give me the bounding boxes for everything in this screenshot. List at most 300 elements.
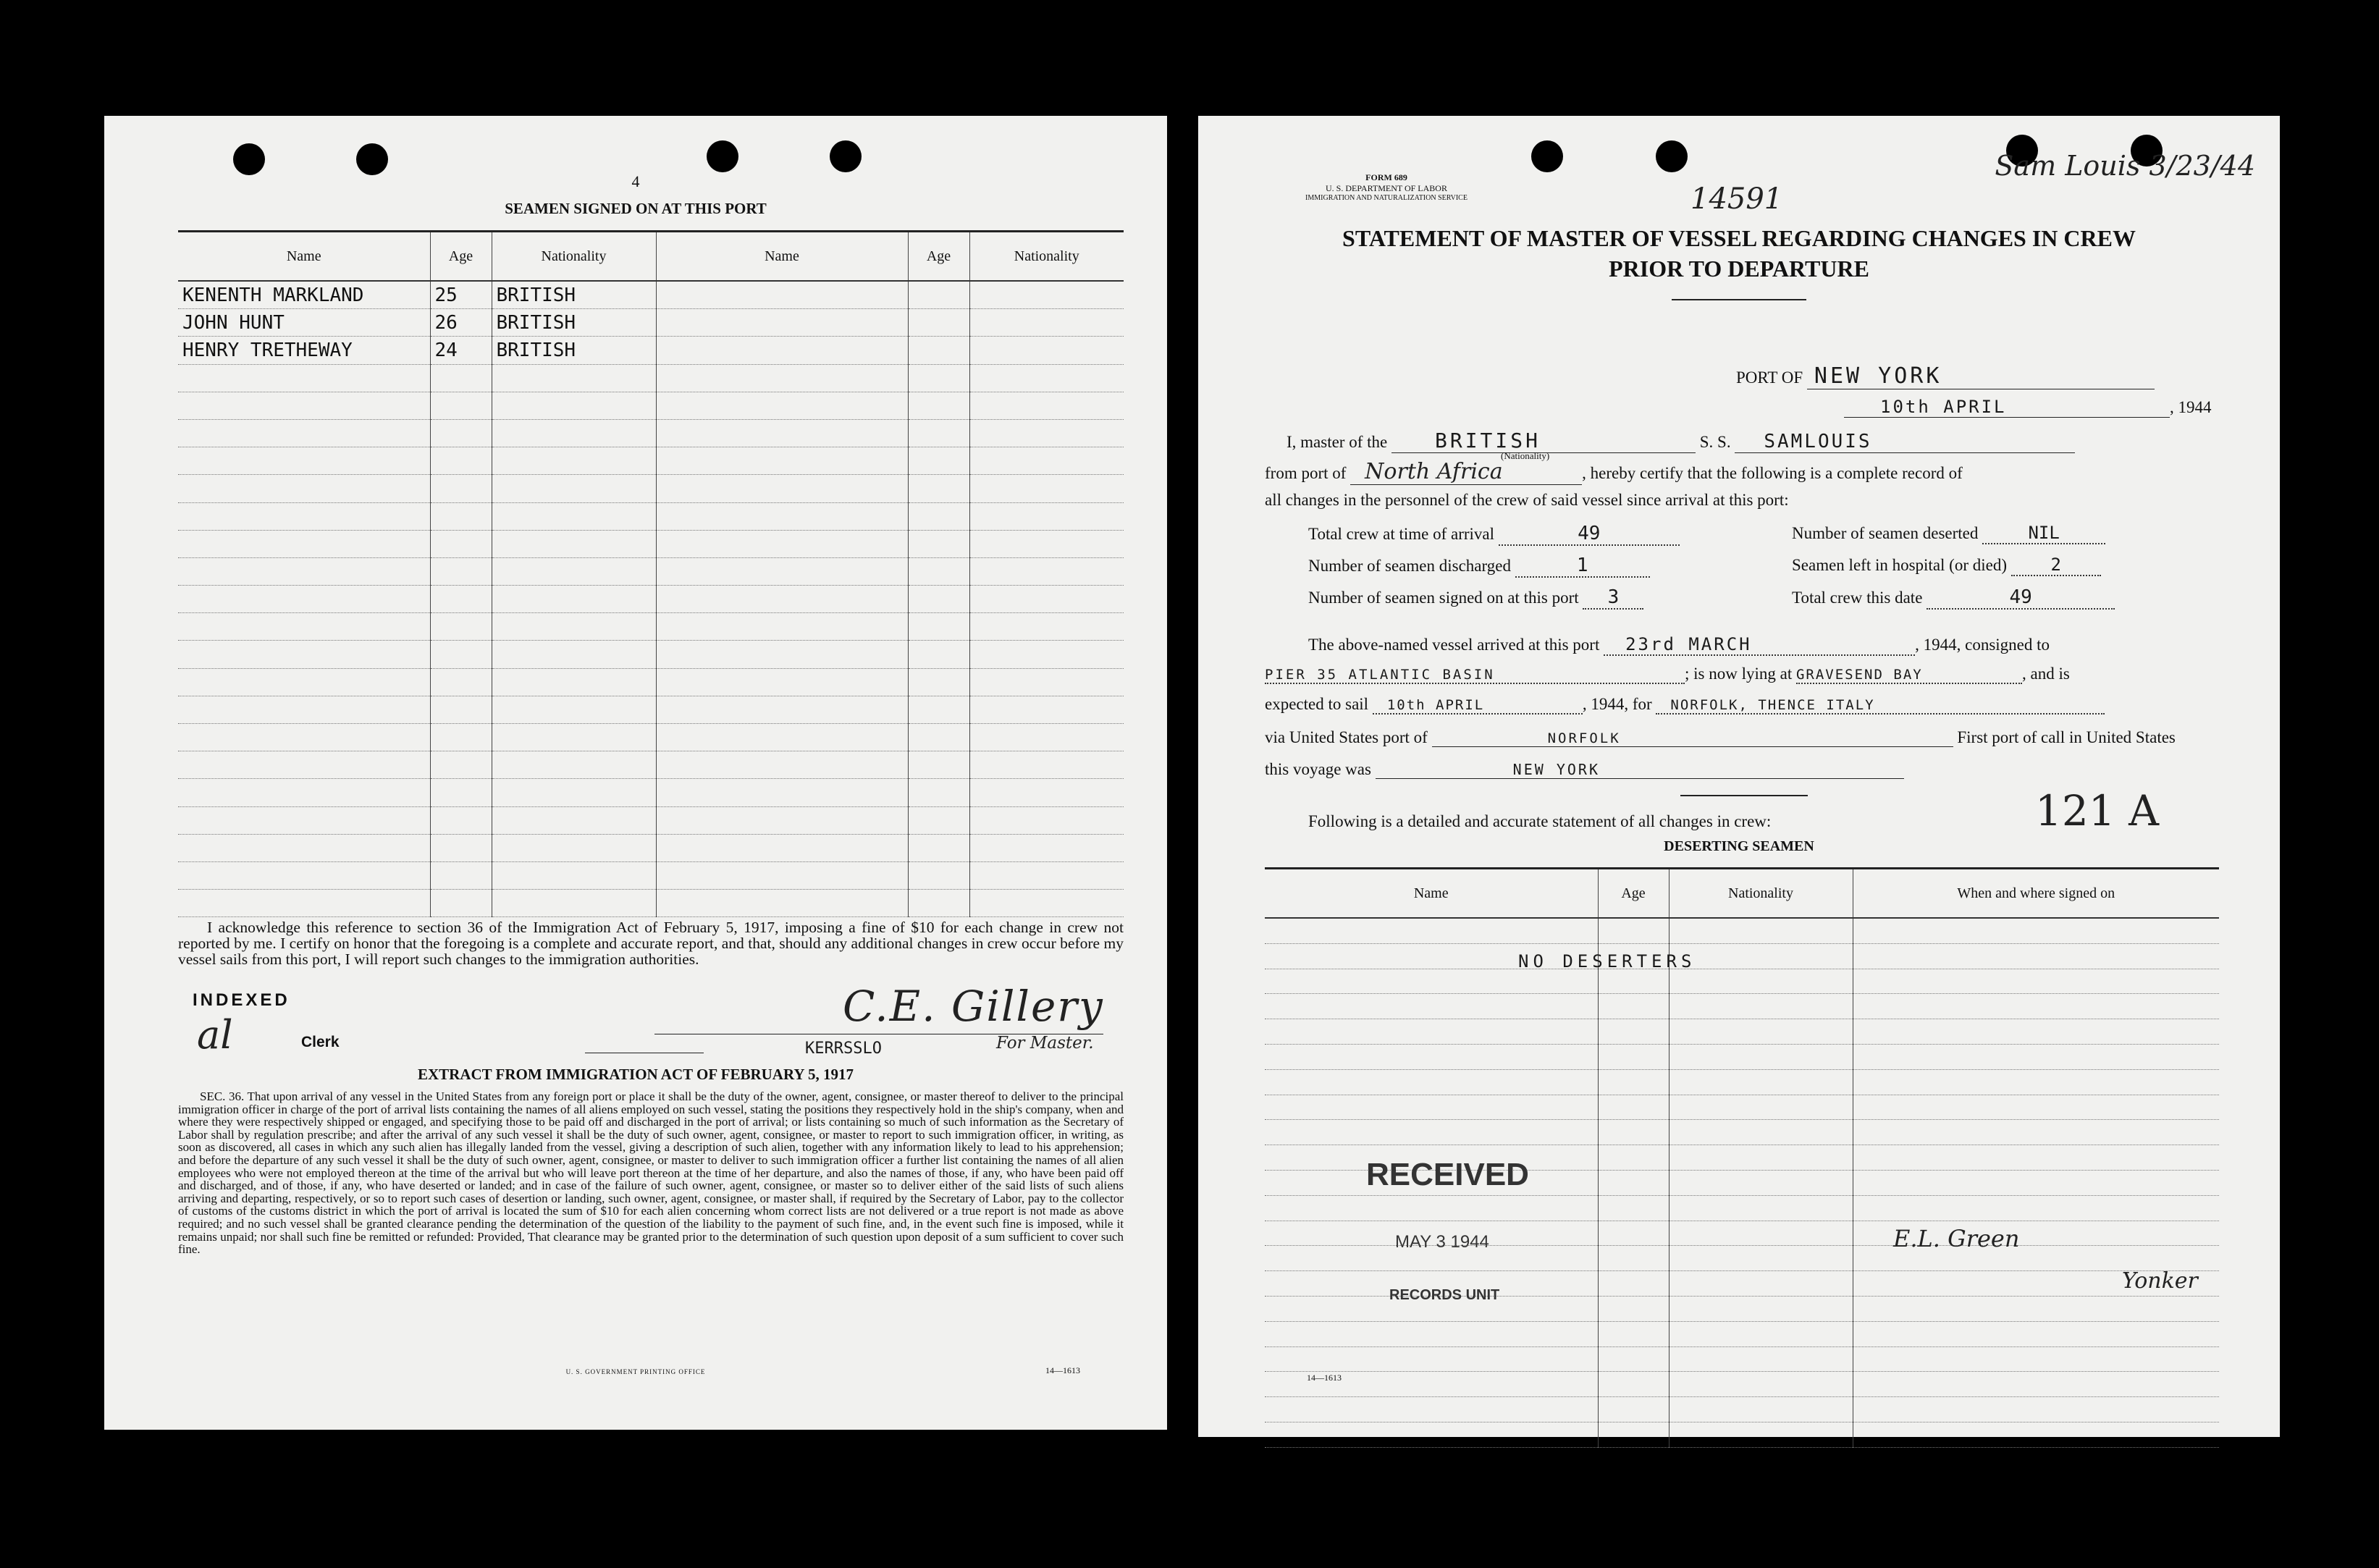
cell-name [178, 530, 430, 557]
cell-empty [656, 751, 908, 779]
table-header-row [1265, 869, 2219, 919]
cell-age [430, 806, 492, 834]
deserted-label: Number of seamen deserted [1792, 524, 1979, 542]
cell-age [430, 419, 492, 447]
cell-empty [908, 586, 969, 613]
expected-row [1265, 695, 2105, 715]
cell-empty [1669, 1246, 1853, 1271]
cell-age: 25 [430, 281, 492, 309]
cell-empty [1669, 1422, 1853, 1447]
table-row [178, 806, 1124, 834]
cell-empty [656, 613, 908, 641]
cell-empty [969, 696, 1124, 723]
left-page [104, 116, 1167, 1430]
handwritten-ref: 121 A [2035, 786, 2160, 835]
cell-empty [1265, 1422, 1598, 1447]
cell-empty [656, 668, 908, 696]
cell-nationality [492, 613, 656, 641]
cell-empty [656, 475, 908, 502]
hospital-label: Seamen left in hospital (or died) [1792, 556, 2008, 574]
initials-2: Yonker [2122, 1268, 2198, 1294]
signed-on-label: Number of seamen signed on at this port [1308, 589, 1579, 607]
cell-empty [1853, 918, 2219, 943]
indexed-stamp: INDEXED [193, 990, 290, 1010]
cell-name [178, 890, 430, 917]
cell-empty [1669, 1321, 1853, 1346]
form-code: 14—1613 [1307, 1373, 1342, 1383]
consignee-value: PIER 35 ATLANTIC BASIN [1265, 667, 1685, 684]
cell-name [178, 475, 430, 502]
signed-on-table [178, 230, 1124, 917]
cell-nationality [492, 834, 656, 861]
cell-empty [656, 364, 908, 392]
cell-empty [1669, 994, 1853, 1019]
cell-empty [969, 641, 1124, 668]
cell-nationality [492, 668, 656, 696]
table-row [178, 890, 1124, 917]
cell-empty [908, 337, 969, 364]
voyage-label: this voyage was [1265, 760, 1371, 778]
cell-name [178, 613, 430, 641]
table-row [178, 586, 1124, 613]
table-row [178, 724, 1124, 751]
master-label: I, master of the [1287, 433, 1388, 451]
cell-empty [1598, 918, 1669, 943]
port-row [1736, 363, 2155, 389]
cell-empty [969, 475, 1124, 502]
cell-empty [969, 751, 1124, 779]
cell-empty [969, 281, 1124, 309]
cell-empty [969, 530, 1124, 557]
cell-nationality [492, 696, 656, 723]
cell-empty [1669, 1170, 1853, 1195]
table-row [178, 309, 1124, 337]
cell-name [178, 502, 430, 530]
signature-sub: KERRSSLO [805, 1040, 882, 1058]
page-number: 4 [631, 172, 640, 190]
from-port-row [1265, 459, 1963, 485]
table-row [1265, 969, 2219, 994]
cell-empty [969, 861, 1124, 889]
section-rule [1680, 795, 1808, 796]
cell-empty [1598, 1271, 1669, 1297]
cell-nationality [492, 530, 656, 557]
cell-empty [1669, 1372, 1853, 1397]
port-label: PORT OF [1736, 368, 1803, 387]
extract-text: SEC. 36. That upon arrival of any vessel in the United States from any foreign port or place it shall be the duty of the owner, agent, consignee, or master thereof to deliver to the principal immigration officer in charge of the port of arrival lists containing the names of all aliens employed on such vessel, stating the positions they respectively hold in the ship's company, when and where they were respectively shipped or engaged, and specifying those to be paid off and discharged in the port of arrival; or lists containing so much of such information as the Secretary of Labor shall by regulation prescribe; and after the arrival of any such vessel it shall be the duty of such owner, agent, consignee, or master to report to such immigration officer, in writing, as soon as discovered, all cases in which any such alien has illegally landed from the vessel, giving a description of such alien, together with any information likely to lead to his apprehension; and before the departure of any such vessel it shall be the duty of such owner, agent, consignee, or master to deliver to such immigration officer a further list containing the names of all alien employees who were not employed thereon at the time of the arrival but who will leave port thereon at the time of her departure, and also the names of those, if any, who have been paid off and discharged, and of those, if any, who have deserted or landed; and in case of the failure of such owner, agent, consignee, or master so to deliver either of the said lists of such aliens arriving and departing, respectively, or so to report such cases of desertion or landing, such owner, agent, consignee, or master shall, if required by the Secretary of Labor, pay to the collector of customs of the customs district in which the port of arrival is located the sum of $10 for each alien concerning whom correct lists are not delivered or a true report is not made as above required; and no such vessel shall be granted clearance pending the determination of the question of the liability to the payment of such fine, and, in the event such fine is imposed, while it remains unpaid; nor shall such fine be remitted or refunded: Provided, That clearance may be granted prior to the determination of such question upon deposit of a sum sufficient to cover such fine. [178, 1089, 1124, 1257]
ship-name: SAMLOUIS [1735, 431, 2075, 453]
cell-empty [908, 641, 969, 668]
cell-empty [1598, 1296, 1669, 1321]
cell-age [430, 392, 492, 419]
cell-empty [1265, 1397, 1598, 1422]
cell-empty [656, 502, 908, 530]
cell-empty [1265, 918, 1598, 943]
count-row-3 [1308, 586, 1643, 610]
punch-hole [830, 140, 862, 172]
cell-empty [908, 364, 969, 392]
cell-empty [969, 309, 1124, 337]
cell-empty [656, 530, 908, 557]
nationality-value: BRITISH [1391, 429, 1696, 453]
cell-empty [969, 890, 1124, 917]
records-unit: RECORDS UNIT [1389, 1287, 1500, 1303]
table-row [1265, 1120, 2219, 1145]
cell-age: 26 [430, 309, 492, 337]
cell-nationality [492, 502, 656, 530]
table-row [1265, 943, 2219, 969]
cell-age [430, 447, 492, 475]
cell-empty [1265, 1321, 1598, 1346]
cell-empty [1598, 1069, 1669, 1095]
cell-empty [1598, 1321, 1669, 1346]
table-row [1265, 1044, 2219, 1069]
table-row [178, 337, 1124, 364]
cell-empty [1669, 918, 1853, 943]
cell-age [430, 586, 492, 613]
cell-empty [1265, 1346, 1598, 1372]
cell-name [178, 447, 430, 475]
cell-empty [1598, 1170, 1669, 1195]
cell-empty [969, 502, 1124, 530]
deserted-value: NIL [1982, 523, 2105, 544]
punch-hole [707, 140, 738, 172]
table-row [1265, 1195, 2219, 1221]
cell-empty [969, 447, 1124, 475]
cell-empty [1598, 1346, 1669, 1372]
consignee-row [1265, 665, 2070, 684]
table-row [1265, 918, 2219, 943]
cell-empty [1598, 1221, 1669, 1246]
col-age: Age [430, 232, 492, 282]
cell-name [178, 392, 430, 419]
cell-empty [1853, 1372, 2219, 1397]
received-stamp: RECEIVED [1366, 1157, 1529, 1192]
cell-nationality [492, 751, 656, 779]
cell-age [430, 502, 492, 530]
cell-empty [1265, 1095, 1598, 1120]
cell-empty [1853, 1120, 2219, 1145]
from-port-label: from port of [1265, 464, 1347, 482]
cell-empty [1853, 1044, 2219, 1069]
cell-empty [969, 419, 1124, 447]
and-is: , and is [2021, 665, 2070, 683]
cell-empty [1669, 1069, 1853, 1095]
cell-nationality [492, 586, 656, 613]
corner-note: Sam Louis 3/23/44 [1995, 150, 2255, 182]
table-row [1265, 1095, 2219, 1120]
changes-text: all changes in the personnel of the crew of said vessel since arrival at this port: [1265, 491, 1789, 509]
table-row [1265, 1019, 2219, 1045]
cell-empty [656, 557, 908, 585]
hospital-value: 2 [2011, 555, 2101, 576]
table-row [178, 281, 1124, 309]
cell-age [430, 751, 492, 779]
cell-empty [908, 890, 969, 917]
cell-name [178, 834, 430, 861]
cell-name [178, 668, 430, 696]
cell-name [178, 364, 430, 392]
cell-empty [1853, 1346, 2219, 1372]
cell-empty [908, 613, 969, 641]
cell-empty [1598, 1422, 1669, 1447]
lying-value: GRAVESEND BAY [1796, 667, 2022, 684]
certify-text: , hereby certify that the following is a complete record of [1582, 464, 1963, 482]
cell-empty [908, 392, 969, 419]
table-row [178, 641, 1124, 668]
cell-age: 24 [430, 337, 492, 364]
cell-age [430, 364, 492, 392]
cell-empty [908, 724, 969, 751]
cell-empty [1669, 1044, 1853, 1069]
received-date: MAY 3 1944 [1395, 1232, 1489, 1252]
cell-empty [969, 668, 1124, 696]
cell-nationality [492, 779, 656, 806]
cell-empty [969, 364, 1124, 392]
date-year: , 1944 [2170, 398, 2212, 416]
for-master-label: For Master. [996, 1034, 1094, 1053]
cell-empty [1598, 1019, 1669, 1045]
cell-empty [908, 475, 969, 502]
signed-on-value: 3 [1583, 586, 1643, 610]
cell-age [430, 668, 492, 696]
cell-empty [656, 641, 908, 668]
cell-empty [656, 447, 908, 475]
via-row [1265, 728, 2176, 747]
cell-empty [1669, 1346, 1853, 1372]
punch-hole [233, 143, 265, 175]
cell-empty [908, 668, 969, 696]
cell-nationality [492, 392, 656, 419]
cell-empty [1853, 1145, 2219, 1171]
cell-nationality [492, 447, 656, 475]
cell-name: JOHN HUNT [178, 309, 430, 337]
cell-nationality [492, 806, 656, 834]
cell-empty [1598, 1372, 1669, 1397]
cell-empty [1598, 1397, 1669, 1422]
cell-empty [656, 724, 908, 751]
cell-nationality [492, 641, 656, 668]
cell-nationality: BRITISH [492, 281, 656, 309]
arrived-year: , 1944, consigned to [1915, 636, 2050, 654]
cell-name [178, 861, 430, 889]
cell-name: KENENTH MARKLAND [178, 281, 430, 309]
table-row [1265, 1346, 2219, 1372]
service: IMMIGRATION AND NATURALIZATION SERVICE [1305, 194, 1468, 202]
count-row-1b [1792, 523, 2105, 544]
first-port-label: First port of call in United States [1957, 728, 2176, 746]
table-row [1265, 1069, 2219, 1095]
cell-empty [908, 779, 969, 806]
cell-empty [969, 586, 1124, 613]
form-code: 14—1613 [1045, 1365, 1080, 1375]
cell-empty [1265, 1044, 1598, 1069]
cell-empty [908, 281, 969, 309]
cell-nationality [492, 557, 656, 585]
cell-empty [656, 392, 908, 419]
cell-empty [1853, 1321, 2219, 1346]
nationality-caption: (Nationality) [1501, 450, 1550, 461]
table-row [178, 751, 1124, 779]
cell-age [430, 696, 492, 723]
acknowledgment-text: I acknowledge this reference to section 36 of the Immigration Act of February 5, 1917, imposing a fine of $10 for each change in crew not reported by me. I certify on honor that the foregoing is a complete and accurate report, and that, should any additional changes in crew occur before my vessel sails from this port, I will report such changes to the immigration authorities. [178, 919, 1124, 968]
cell-empty [908, 696, 969, 723]
table-row [1265, 1372, 2219, 1397]
punch-hole [356, 143, 388, 175]
cell-empty [1853, 1195, 2219, 1221]
cell-nationality [492, 890, 656, 917]
clerk-initial: al [197, 1012, 233, 1058]
count-row-1 [1308, 523, 1680, 546]
cell-age [430, 861, 492, 889]
cell-empty [1669, 1195, 1853, 1221]
cell-empty [656, 281, 908, 309]
title-line-2: PRIOR TO DEPARTURE [1609, 256, 1869, 282]
cell-empty [1598, 1246, 1669, 1271]
table-row [178, 447, 1124, 475]
cell-empty [656, 861, 908, 889]
title-rule [1672, 299, 1806, 300]
col-nationality: Nationality [492, 232, 656, 282]
cell-empty [1853, 1397, 2219, 1422]
form-title [1198, 223, 2280, 284]
form-header [1271, 172, 1502, 202]
cell-nationality [492, 861, 656, 889]
cell-empty [1598, 1195, 1669, 1221]
cell-empty [969, 779, 1124, 806]
cell-nationality [492, 364, 656, 392]
date-value: 10th APRIL [1844, 397, 2170, 418]
cell-empty [908, 861, 969, 889]
voyage-value: NEW YORK [1376, 761, 1904, 779]
count-row-2b [1792, 555, 2101, 576]
cell-empty [1265, 994, 1598, 1019]
cell-empty [1669, 1397, 1853, 1422]
cell-age [430, 779, 492, 806]
cell-empty [656, 586, 908, 613]
table-row [178, 530, 1124, 557]
cell-empty [1853, 943, 2219, 969]
cell-empty [1669, 969, 1853, 994]
cell-empty [656, 806, 908, 834]
cell-age [430, 530, 492, 557]
right-page [1198, 116, 2280, 1437]
cell-empty [656, 309, 908, 337]
cell-name [178, 641, 430, 668]
cell-name [178, 724, 430, 751]
table-row [178, 613, 1124, 641]
cell-name [178, 557, 430, 585]
cell-empty [1853, 1019, 2219, 1045]
cell-empty [969, 806, 1124, 834]
cell-empty [1669, 1271, 1853, 1297]
cell-age [430, 834, 492, 861]
cell-empty [1598, 994, 1669, 1019]
cell-age [430, 724, 492, 751]
cell-empty [656, 419, 908, 447]
voyage-row [1265, 760, 1904, 779]
form-number: FORM 689 [1365, 172, 1407, 182]
cell-empty [1265, 969, 1598, 994]
cell-empty [1669, 943, 1853, 969]
cell-age [430, 475, 492, 502]
table-row [1265, 1422, 2219, 1447]
cell-name [178, 806, 430, 834]
cell-empty [1853, 969, 2219, 994]
table-row [178, 668, 1124, 696]
cell-age [430, 557, 492, 585]
total-arrival-value: 49 [1499, 523, 1680, 546]
cell-nationality [492, 475, 656, 502]
cell-empty [1598, 1120, 1669, 1145]
ss-label: S. S. [1699, 433, 1731, 451]
table-row [178, 834, 1124, 861]
date-row [1844, 397, 2212, 418]
expected-value: 10th APRIL [1373, 697, 1583, 715]
following-text: Following is a detailed and accurate statement of all changes in crew: [1308, 812, 1772, 830]
cell-empty [969, 392, 1124, 419]
arrived-row [1308, 634, 2050, 656]
col-name: Name [1265, 869, 1598, 919]
col-nationality: Nationality [1669, 869, 1853, 919]
expected-label: expected to sail [1265, 695, 1369, 713]
extract-title: EXTRACT FROM IMMIGRATION ACT OF FEBRUARY 5, 1917 [417, 1066, 854, 1083]
cell-empty [1853, 1069, 2219, 1095]
col-when-where: When and where signed on [1853, 869, 2219, 919]
cell-nationality [492, 419, 656, 447]
cell-empty [1853, 1170, 2219, 1195]
col-age-2: Age [908, 232, 969, 282]
cell-age [430, 890, 492, 917]
cell-empty [1853, 1422, 2219, 1447]
lying-label: ; is now lying at [1685, 665, 1793, 683]
col-name: Name [178, 232, 430, 282]
cell-age [430, 613, 492, 641]
cell-empty [908, 502, 969, 530]
punch-hole [1656, 140, 1688, 172]
port-value: NEW YORK [1807, 363, 2155, 389]
via-value: NORFOLK [1432, 730, 1953, 747]
table-row [178, 779, 1124, 806]
cell-name [178, 419, 430, 447]
printing-office: U. S. GOVERNMENT PRINTING OFFICE [565, 1368, 706, 1375]
cell-name [178, 586, 430, 613]
table-row [178, 364, 1124, 392]
table-row [1265, 1397, 2219, 1422]
cell-empty [1598, 1095, 1669, 1120]
cell-empty [1669, 1095, 1853, 1120]
cell-name: HENRY TRETHEWAY [178, 337, 430, 364]
clerk-label: Clerk [301, 1034, 340, 1050]
cell-empty [908, 447, 969, 475]
count-row-2 [1308, 555, 1650, 578]
deserting-title: DESERTING SEAMEN [1664, 838, 1814, 854]
cell-empty [1853, 1095, 2219, 1120]
cell-empty [1598, 1145, 1669, 1171]
cell-empty [1669, 1145, 1853, 1171]
cell-empty [969, 337, 1124, 364]
cell-name [178, 751, 430, 779]
punch-hole [1531, 140, 1563, 172]
no-deserters-note: NO DESERTERS [1518, 951, 1696, 971]
cell-empty [1598, 1044, 1669, 1069]
cell-empty [908, 309, 969, 337]
table-row [1265, 994, 2219, 1019]
cell-empty [1265, 1069, 1598, 1095]
table-row [1265, 1321, 2219, 1346]
cell-empty [908, 530, 969, 557]
cell-empty [908, 806, 969, 834]
